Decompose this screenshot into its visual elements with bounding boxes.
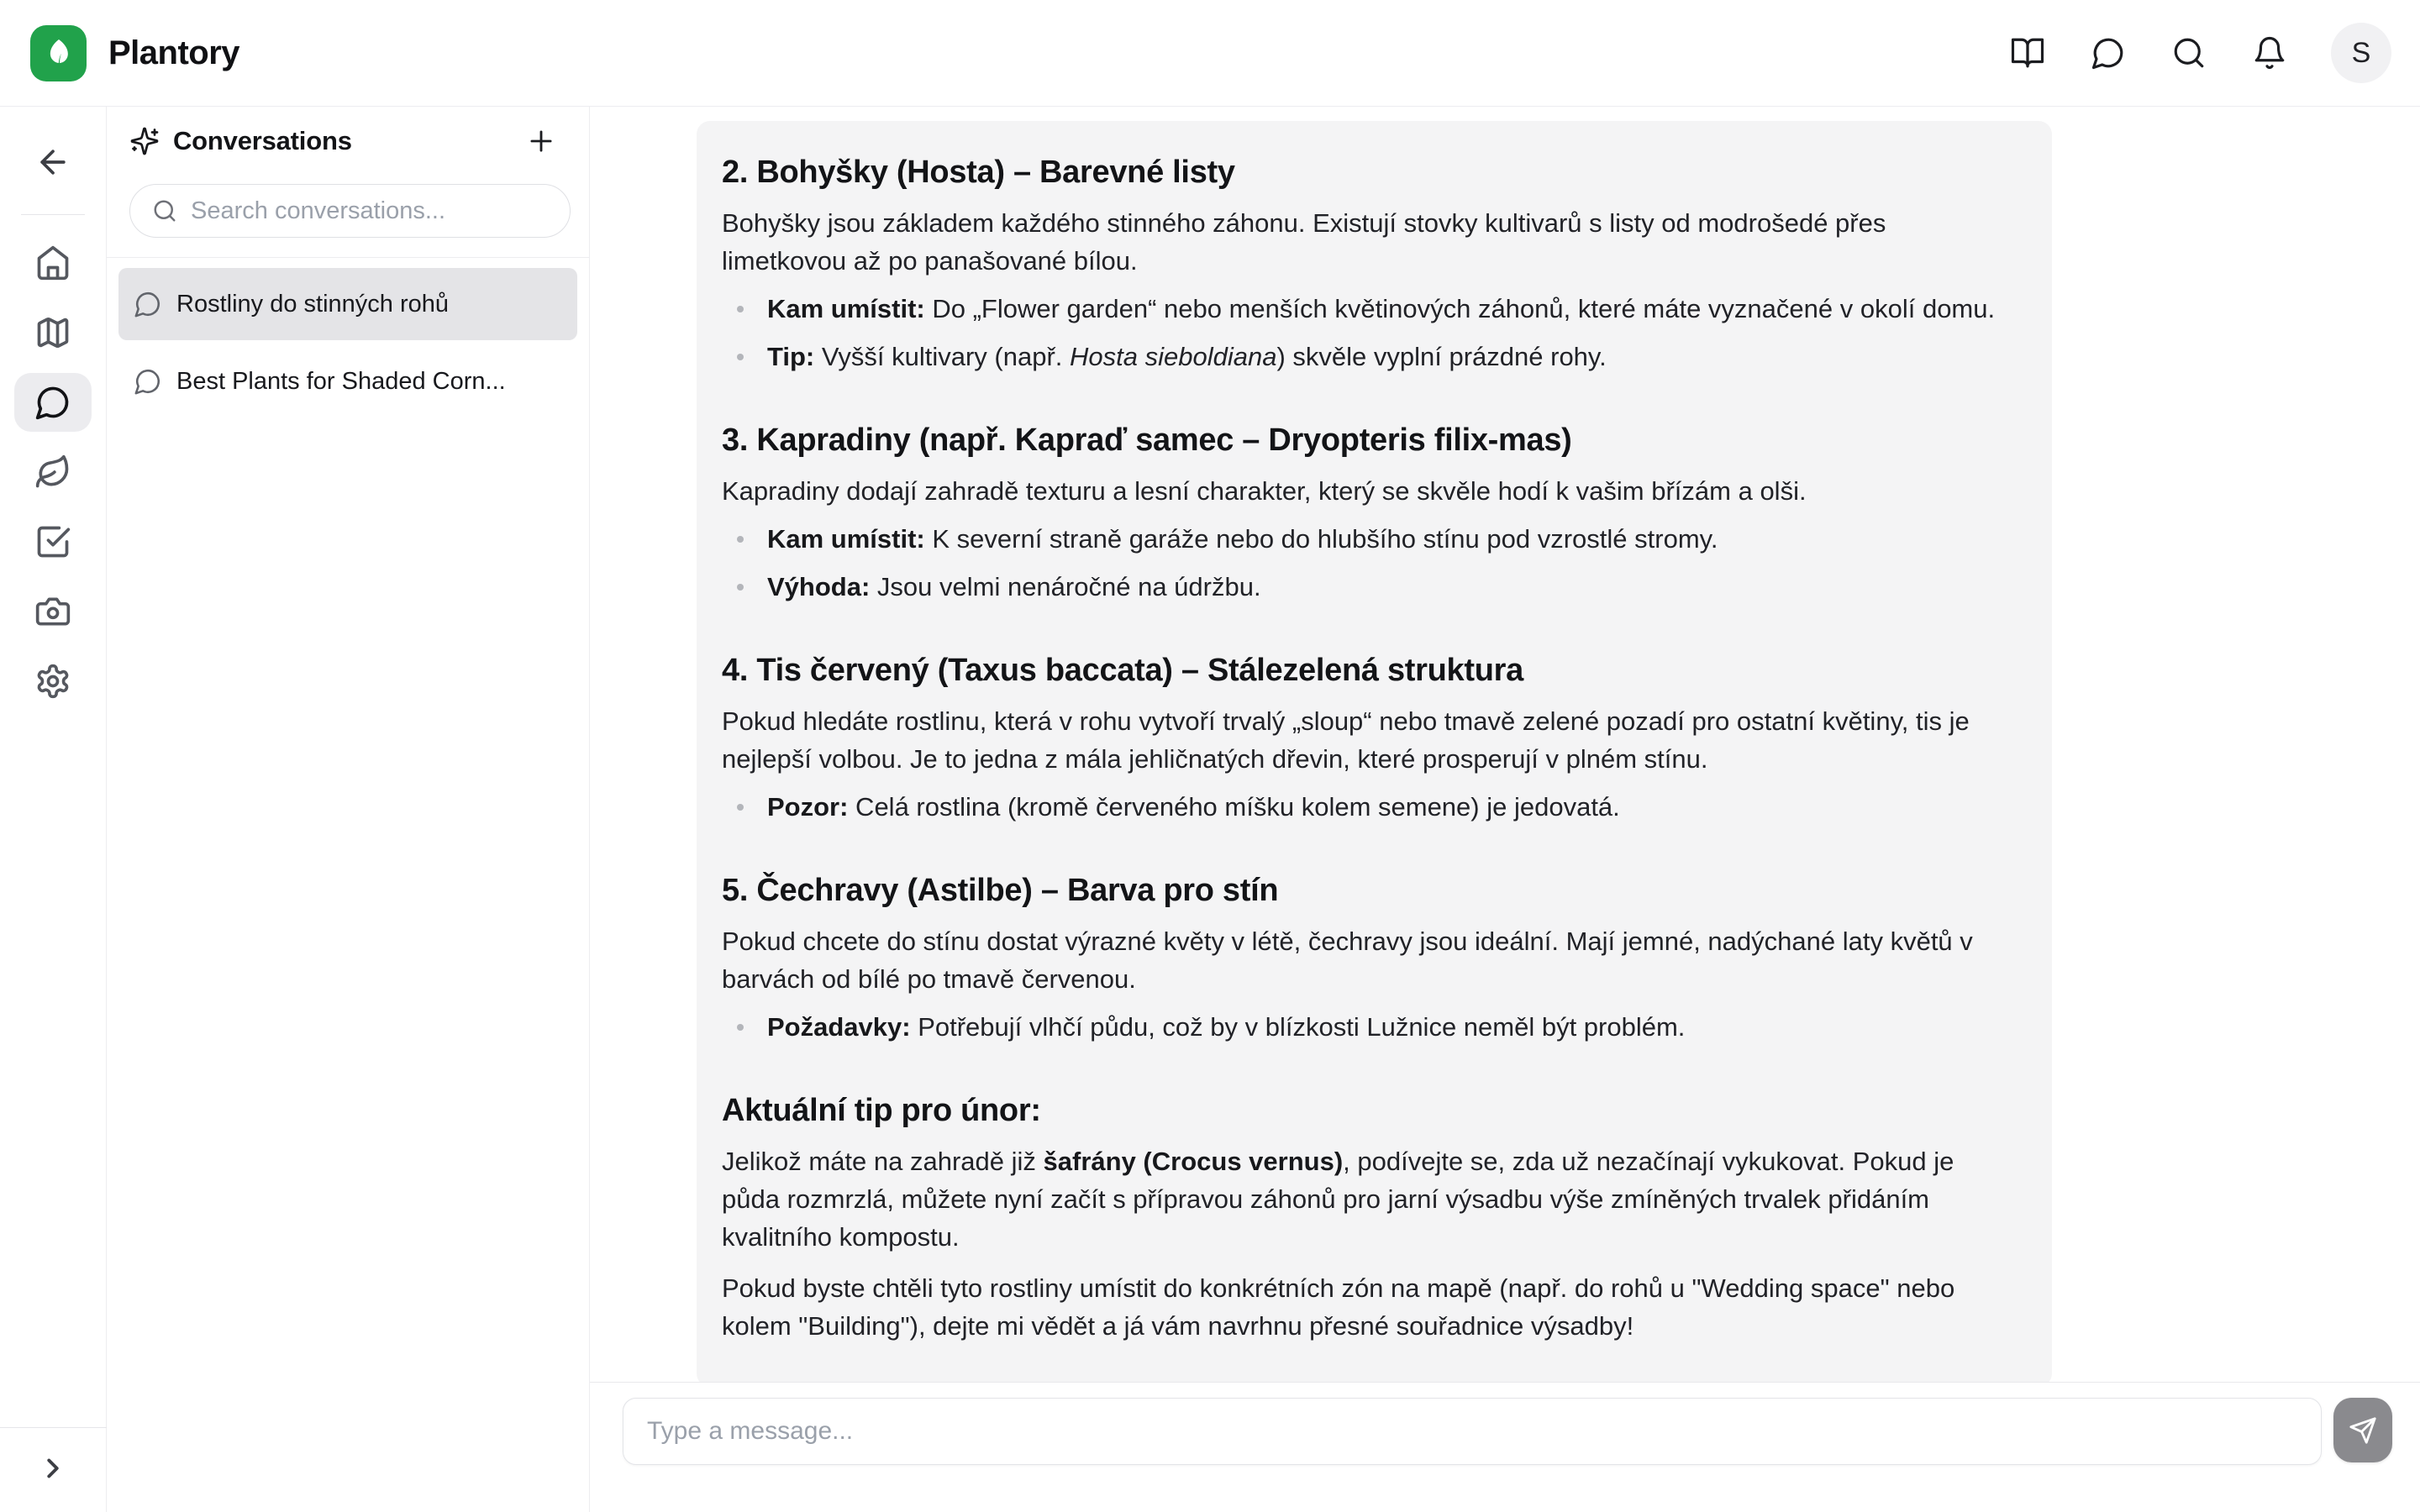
library-button[interactable]: [2008, 34, 2047, 72]
header-actions: [2008, 23, 2391, 83]
bullet-item: Tip: Vyšší kultivary (např. Hosta sieboldiana) skvěle vyplní prázdné rohy.: [767, 338, 2000, 375]
message-input[interactable]: [647, 1417, 2297, 1446]
bullet-item: Požadavky: Potřebují vlhčí půdu, což by v blízkosti Lužnice neměl být problém.: [767, 1008, 2000, 1046]
conversation-item[interactable]: [118, 345, 577, 417]
section-heading: Aktuální tip pro únor:: [722, 1093, 1041, 1128]
sidebar-item-camera[interactable]: [14, 582, 92, 641]
search-button[interactable]: [2170, 34, 2208, 72]
section-heading: 5. Čechravy (Astilbe) – Barva pro stín: [722, 873, 1279, 908]
bullet-list: [722, 520, 2000, 606]
chat-area: [590, 107, 2420, 1512]
chevron-right-icon: [37, 1452, 69, 1484]
send-button[interactable]: [2333, 1398, 2392, 1462]
sidebar-item-tasks[interactable]: [14, 512, 92, 571]
chat-bubble-icon: [34, 384, 71, 421]
paragraph: Pokud byste chtěli tyto rostliny umístit do konkrétních zón na mapě (např. do rohů u "Wedding space" nebo kolem "Building"), dejte mi vědět a já vám navrhnu přesné souřadnice výsadby!: [722, 1273, 1955, 1341]
brand[interactable]: [30, 25, 239, 81]
user-avatar[interactable]: S: [2331, 23, 2391, 83]
nav-rail: [0, 107, 107, 1512]
sparkles-icon: [129, 126, 160, 156]
conversation-list: [107, 258, 589, 417]
search-conversations-input[interactable]: [191, 197, 548, 225]
paragraph: Pokud hledáte rostlinu, která v rohu vytvoří trvalý „sloup“ nebo tmavě zelené pozadí pro ostatní květiny, tis je nejlepší volbou. Je to jedna z mála jehličnatých dřevin, které prosperují v plném stínu.: [722, 706, 1970, 774]
bell-icon: [2252, 35, 2287, 71]
map-icon: [34, 314, 71, 351]
bullet-item: Výhoda: Jsou velmi nenáročné na údržbu.: [767, 568, 2000, 606]
gear-icon: [34, 663, 71, 700]
paragraph: Jelikož máte na zahradě již šafrány (Crocus vernus), podívejte se, zda už nezačínají vykukovat. Pokud je půda rozmrzlá, můžete nyní začít s přípravou záhonů pro jarní výsadbu výše zmíněných trvalek přidáním kvalitního kompostu.: [722, 1147, 1954, 1252]
bullet-item: Pozor: Celá rostlina (kromě červeného míšku kolem semene) je jedovatá.: [767, 788, 2000, 826]
leaf-logo-icon: [42, 36, 76, 70]
camera-icon: [34, 593, 71, 630]
app-header: [0, 0, 2420, 107]
home-icon: [34, 244, 71, 281]
conversations-header: [107, 121, 589, 161]
sidebar-item-map[interactable]: [14, 303, 92, 362]
conversations-title: Conversations: [173, 126, 352, 155]
chat-bubble-icon: [2091, 35, 2126, 71]
back-button[interactable]: [14, 137, 92, 187]
rail-bottom: [0, 1427, 107, 1512]
expand-sidebar-button[interactable]: [14, 1450, 92, 1487]
conversation-item[interactable]: [118, 268, 577, 340]
section-heading: 3. Kapradiny (např. Kapraď samec – Dryopteris filix-mas): [722, 423, 1572, 458]
app-title: Plantory: [108, 34, 240, 71]
chat-bubble-icon: [134, 290, 162, 318]
search-icon: [2171, 35, 2207, 71]
conversations-panel: [107, 107, 590, 1512]
section-heading: 2. Bohyšky (Hosta) – Barevné listy: [722, 155, 1235, 190]
sidebar-item-settings[interactable]: [14, 652, 92, 711]
bullet-list: [722, 788, 2000, 826]
rail-divider: [21, 214, 85, 215]
sidebar-item-home[interactable]: [14, 234, 92, 292]
leaf-icon: [34, 454, 71, 491]
assistant-message: [697, 121, 2052, 1382]
search-icon: [152, 198, 177, 223]
message-input-box: [623, 1398, 2322, 1465]
send-icon: [2349, 1416, 2377, 1445]
arrow-left-icon: [34, 144, 71, 181]
new-conversation-button[interactable]: [522, 122, 560, 160]
section-heading: 4. Tis červený (Taxus baccata) – Stálezelená struktura: [722, 653, 1523, 688]
conversation-title: Rostliny do stinných rohů: [176, 290, 449, 318]
composer-bar: [590, 1382, 2420, 1512]
bullet-list: [722, 1008, 2000, 1046]
bullet-item: Kam umístit: Do „Flower garden“ nebo menších květinových záhonů, které máte vyznačené v okolí domu.: [767, 290, 2000, 328]
plus-icon: [525, 125, 557, 157]
bullet-list: [722, 290, 2000, 375]
sidebar-item-conversations[interactable]: [14, 373, 92, 432]
bullet-item: Kam umístit: K severní straně garáže nebo do hlubšího stínu pod vzrostlé stromy.: [767, 520, 2000, 558]
message-scroll-area[interactable]: [590, 107, 2420, 1382]
plantory-logo: [30, 25, 87, 81]
conversation-search: [129, 184, 571, 238]
conversation-title: Best Plants for Shaded Corn...: [176, 367, 506, 395]
chat-bubble-icon: [134, 367, 162, 396]
messages-button[interactable]: [2089, 34, 2128, 72]
paragraph: Bohyšky jsou základem každého stinného záhonu. Existují stovky kultivarů s listy od modrošedé přes limetkovou až po panašované bílou.: [722, 208, 1886, 276]
sidebar-item-plants[interactable]: [14, 443, 92, 501]
paragraph: Kapradiny dodají zahradě texturu a lesní charakter, který se skvěle hodí k vašim břízám a olši.: [722, 476, 1807, 506]
paragraph: Pokud chcete do stínu dostat výrazné květy v létě, čechravy jsou ideální. Mají jemné, nadýchané laty květů v barvách od bílé po tmavě červenou.: [722, 927, 1973, 994]
check-square-icon: [34, 523, 71, 560]
notifications-button[interactable]: [2250, 34, 2289, 72]
book-open-icon: [2010, 35, 2045, 71]
